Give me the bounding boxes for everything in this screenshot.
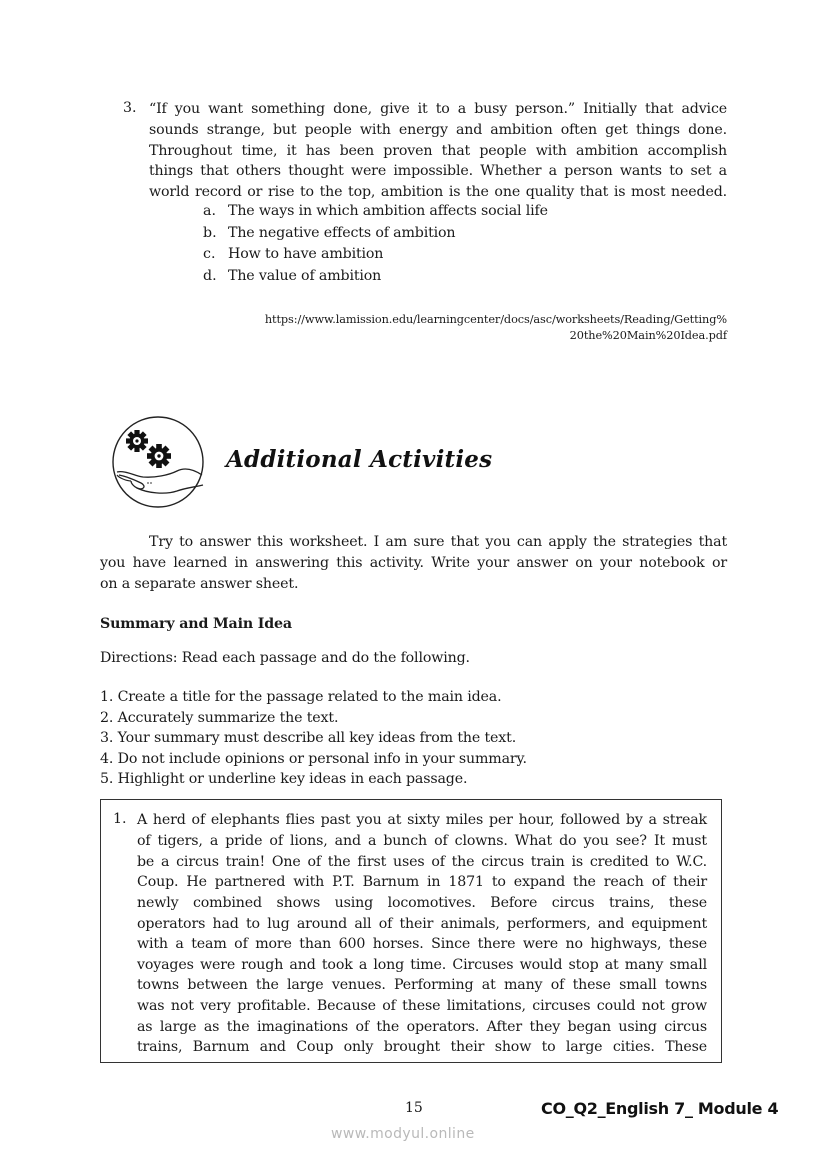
directions: Directions: Read each passage and do the following. bbox=[100, 650, 470, 666]
source-url-line: 20the%20Main%20Idea.pdf bbox=[569, 329, 727, 342]
step-item: 3. Your summary must describe all key ideas from the text. bbox=[100, 730, 517, 746]
watermark: www.modyul.online bbox=[331, 1126, 475, 1142]
intro-line: on a separate answer sheet. bbox=[100, 576, 299, 592]
question-line: things that others thought were impossible. Whether a person wants to set a bbox=[149, 163, 727, 179]
passage-line: newly combined shows using locomotives. Before circus trains, these bbox=[137, 895, 707, 911]
section-title: Additional Activities bbox=[226, 446, 493, 473]
question-line: world record or rise to the top, ambition is the one quality that is most needed. bbox=[149, 184, 727, 200]
subheading: Summary and Main Idea bbox=[100, 616, 292, 632]
question-number: 3. bbox=[123, 100, 137, 116]
step-item: 4. Do not include opinions or personal info in your summary. bbox=[100, 751, 527, 767]
option-text: The value of ambition bbox=[228, 268, 382, 284]
option-text: The ways in which ambition affects social life bbox=[228, 203, 548, 219]
passage-line: towns between the large venues. Performing at many of these small towns bbox=[137, 977, 707, 993]
step-item: 1. Create a title for the passage related to the main idea. bbox=[100, 689, 502, 705]
option-letter: b. bbox=[203, 225, 217, 241]
option-text: The negative effects of ambition bbox=[228, 225, 456, 241]
passage-line: A herd of elephants flies past you at sixty miles per hour, followed by a streak bbox=[137, 812, 707, 828]
source-url-line: https://www.lamission.edu/learningcenter/docs/asc/worksheets/Reading/Getting% bbox=[264, 313, 727, 326]
option-text: How to have ambition bbox=[228, 246, 384, 262]
option-letter: a. bbox=[203, 203, 216, 219]
option-letter: d. bbox=[203, 268, 217, 284]
passage-line: with a team of more than 600 horses. Since there were no highways, these bbox=[137, 936, 707, 952]
passage-line: was not very profitable. Because of these limitations, circuses could not grow bbox=[137, 998, 707, 1014]
passage-line: be a circus train! One of the first uses of the circus train is credited to W.C. bbox=[137, 854, 707, 870]
intro-line: you have learned in answering this activity. Write your answer on your notebook or bbox=[100, 555, 727, 571]
question-line: “If you want something done, give it to a busy person.” Initially that advice bbox=[149, 101, 727, 117]
passage-line: of tigers, a pride of lions, and a bunch of clowns. What do you see? It must bbox=[137, 833, 707, 849]
page-number: 15 bbox=[405, 1100, 423, 1116]
passage-line: operators had to lug around all of their animals, performers, and equipment bbox=[137, 916, 707, 932]
option-letter: c. bbox=[203, 246, 216, 262]
step-item: 5. Highlight or underline key ideas in each passage. bbox=[100, 771, 468, 787]
question-line: sounds strange, but people with energy and ambition often get things done. bbox=[149, 122, 727, 138]
passage-line: trains, Barnum and Coup only brought their show to large cities. These bbox=[137, 1039, 707, 1055]
gears-in-hand-icon bbox=[111, 415, 205, 509]
passage-line: voyages were rough and took a long time. Circuses would stop at many small bbox=[137, 957, 707, 973]
passage-line: Coup. He partnered with P.T. Barnum in 1871 to expand the reach of their bbox=[137, 874, 707, 890]
passage-number: 1. bbox=[113, 811, 127, 827]
module-label: CO_Q2_English 7_ Module 4 bbox=[541, 1099, 779, 1118]
question-line: Throughout time, it has been proven that people with ambition accomplish bbox=[149, 143, 727, 159]
passage-line: as large as the imaginations of the operators. After they began using circus bbox=[137, 1019, 707, 1035]
step-item: 2. Accurately summarize the text. bbox=[100, 710, 339, 726]
intro-line: Try to answer this worksheet. I am sure that you can apply the strategies that bbox=[149, 534, 727, 550]
